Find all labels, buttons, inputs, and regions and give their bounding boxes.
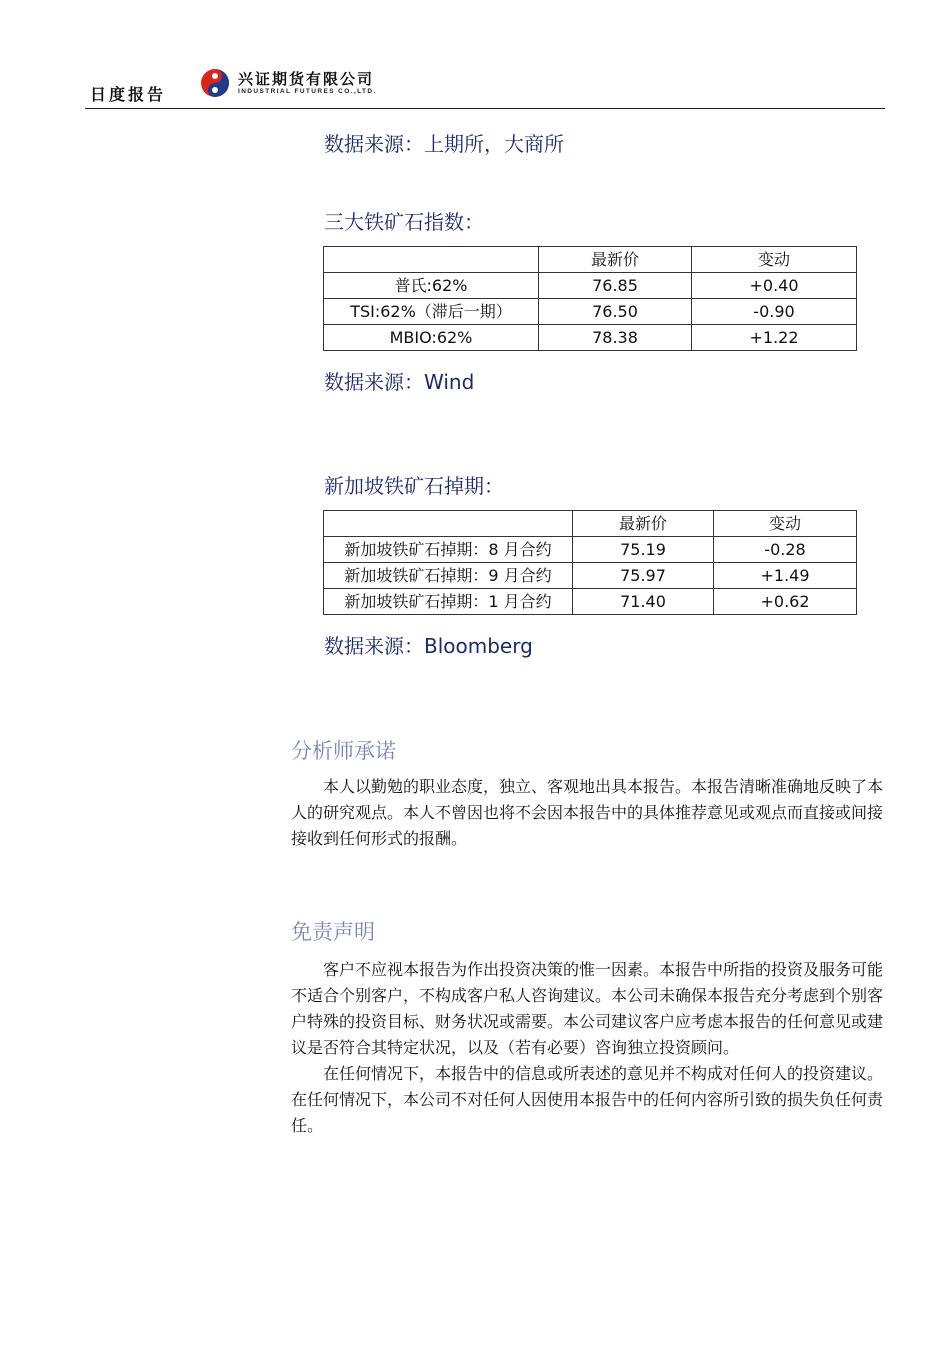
data-source-wind: 数据来源：Wind [324,370,475,394]
table-cell: 75.19 [573,537,714,563]
table-header-cell: 变动 [692,247,857,273]
table-row [324,273,857,299]
sgx-swap-table [323,510,857,615]
table-header-cell [324,511,573,537]
table-cell: +1.22 [692,325,857,351]
company-name-en: INDUSTRIAL FUTURES CO.,LTD. [238,88,377,95]
table-cell: -0.28 [714,537,857,563]
table-cell: -0.90 [692,299,857,325]
table-header-cell: 变动 [714,511,857,537]
report-type-label: 日度报告 [90,85,167,104]
table-row [324,325,857,351]
table-row [324,537,857,563]
paragraph: 在任何情况下，本报告中的信息或所表述的意见并不构成对任何人的投资建议。在任何情况下，本公司不对任何人因使用本报告中的任何内容所引致的损失负任何责任。 [291,1064,884,1135]
iron-index-table [323,246,857,351]
xingzheng-logo-icon [200,68,230,98]
table-row [324,299,857,325]
analyst-statement-title: 分析师承诺 [291,739,396,763]
paragraph: 客户不应视本报告为作出投资决策的惟一因素。本报告中所指的投资及服务可能不适合个别客户，不构成客户私人咨询建议。本公司未确保本报告充分考虑到个别客户特殊的投资目标、财务状况或需要。本公司建议客户应考虑本报告的任何意见或建议是否符合其特定状况，以及（若有必要）咨询独立投资顾问。 [291,960,884,1057]
table-row [324,563,857,589]
table-cell: 新加坡铁矿石掉期：9 月合约 [324,563,573,589]
data-source-bloomberg: 数据来源：Bloomberg [324,634,533,658]
table-cell: 71.40 [573,589,714,615]
table-cell: MBIO:62% [324,325,539,351]
disclaimer-body [291,957,883,1139]
table-header-cell: 最新价 [539,247,692,273]
table-cell: +0.62 [714,589,857,615]
paragraph: 本人以勤勉的职业态度，独立、客观地出具本报告。本报告清晰准确地反映了本人的研究观点。本人不曾因也将不会因本报告中的具体推荐意见或观点而直接或间接接收到任何形式的报酬。 [291,777,884,848]
disclaimer-title: 免责声明 [291,920,375,944]
table-cell: +0.40 [692,273,857,299]
table-cell: 新加坡铁矿石掉期：8 月合约 [324,537,573,563]
company-name-cn: 兴证期货有限公司 [238,70,375,88]
table-header-row [324,511,857,537]
table-cell: 75.97 [573,563,714,589]
table-cell: 78.38 [539,325,692,351]
table-cell: 新加坡铁矿石掉期：1 月合约 [324,589,573,615]
table-row [324,589,857,615]
table-cell: 76.85 [539,273,692,299]
sgx-swap-title: 新加坡铁矿石掉期： [324,474,504,498]
table-cell: 76.50 [539,299,692,325]
table-cell: +1.49 [714,563,857,589]
table-header-cell [324,247,539,273]
header-divider [85,108,885,109]
table-cell: TSI:62%（滞后一期） [324,299,539,325]
table-header-row [324,247,857,273]
iron-index-title: 三大铁矿石指数： [324,210,484,234]
table-header-cell: 最新价 [573,511,714,537]
data-source-exchanges: 数据来源：上期所，大商所 [324,132,564,156]
table-cell: 普氏:62% [324,273,539,299]
analyst-statement-body [291,774,883,852]
